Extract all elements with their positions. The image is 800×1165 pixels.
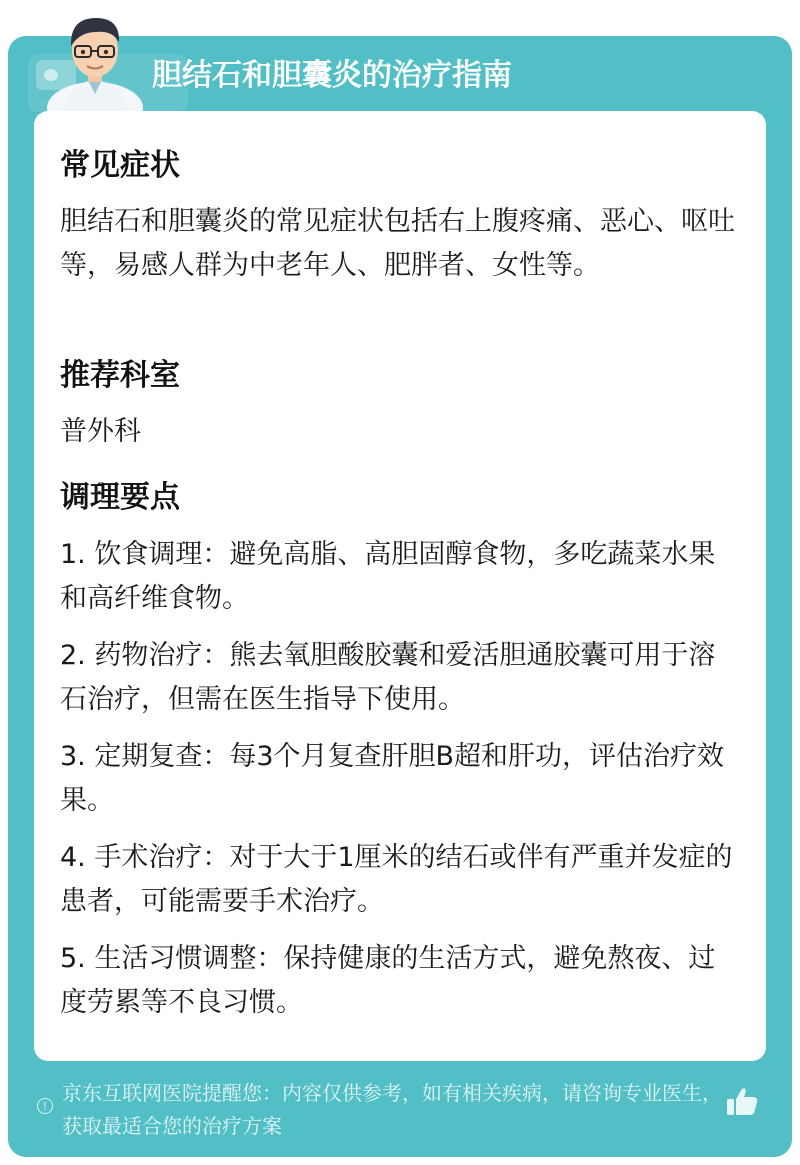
footer-notice: 京东互联网医院提醒您：内容仅供参考，如有相关疾病，请咨询专业医生，获取最适合您的治疗方案 [62, 1081, 722, 1138]
symptoms-text: 胆结石和胆囊炎的常见症状包括右上腹疼痛、恶心、呕吐等，易感人群为中老年人、肥胖者、女性等。 [60, 206, 735, 281]
department-text: 普外科 [60, 416, 141, 447]
section-title-symptoms: 常见症状 [60, 148, 180, 183]
care-point-item: 5. 生活习惯调整：保持健康的生活方式，避免熬夜、过度劳累等不良习惯。 [60, 943, 716, 1018]
info-icon: ! [37, 1098, 53, 1114]
section-title-department: 推荐科室 [60, 358, 180, 393]
care-point-item: 4. 手术治疗：对于大于1厘米的结石或伴有严重并发症的患者，可能需要手术治疗。 [60, 842, 733, 917]
thumbs-up-icon[interactable] [724, 1084, 760, 1120]
care-point-item: 3. 定期复查：每3个月复查肝胆B超和肝功，评估治疗效果。 [60, 741, 725, 816]
page-title: 胆结石和胆囊炎的治疗指南 [152, 58, 512, 93]
section-title-care-points: 调理要点 [60, 480, 180, 515]
care-point-item: 1. 饮食调理：避免高脂、高胆固醇食物，多吃蔬菜水果和高纤维食物。 [60, 539, 716, 614]
doctor-avatar [40, 8, 150, 112]
care-point-item: 2. 药物治疗：熊去氧胆酸胶囊和爱活胆通胶囊可用于溶石治疗，但需在医生指导下使用。 [60, 640, 716, 715]
